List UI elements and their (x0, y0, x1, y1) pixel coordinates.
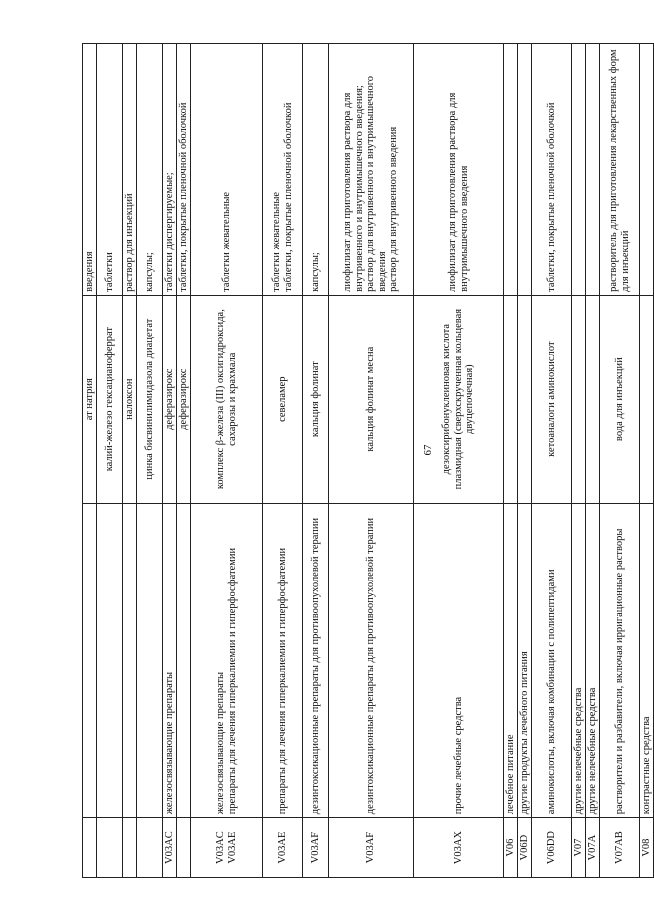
table-row (518, 44, 532, 878)
table-row (414, 44, 504, 878)
atc-code-cell: V03AE (263, 818, 303, 878)
active-ingredient-cell: деферазирокс (163, 295, 177, 503)
group-description-cell: дезинтоксикационные препараты для противоопухолевой терапии (329, 503, 414, 818)
group-description-cell (191, 503, 263, 818)
active-ingredient-cell: вода для инъекций (600, 295, 640, 503)
dosage-form-cell (586, 44, 600, 296)
drug-classification-table (82, 43, 654, 878)
active-ingredient-cell: калий-железо гексацианоферрат (97, 295, 123, 503)
table-row (586, 44, 600, 878)
atc-code-cell: V07A (586, 818, 600, 878)
atc-code-cell: V03AF (303, 818, 329, 878)
active-ingredient-cell: кальция фолинат месна (329, 295, 414, 503)
dosage-form-cell: таблетки диспергируемые; (163, 44, 177, 296)
active-ingredient-cell: кетоаналоги аминокислот (532, 295, 572, 503)
active-ingredient-cell: комплекс β-железа (III) оксигидроксида, сахарозы и крахмала (191, 295, 263, 503)
group-description-cell (177, 503, 191, 818)
atc-code-cell (123, 818, 137, 878)
atc-code-cell: V06D (518, 818, 532, 878)
group-description-cell: растворители и разбавители, включая ирригационные растворы (600, 503, 640, 818)
dosage-form-cell: таблетки (97, 44, 123, 296)
table-row (191, 44, 263, 878)
description-line: препараты для лечения гиперкалиемии и гиперфосфатемии (226, 547, 238, 815)
active-ingredient-cell (586, 295, 600, 503)
active-ingredient-cell: дезоксирибонуклеиновая кислота плазмидная (сверхскрученная кольцевая двуцепочечная) (414, 295, 504, 503)
group-description-cell: дезинтоксикационные препараты для противоопухолевой терапии (303, 503, 329, 818)
atc-code-cell: V07AB (600, 818, 640, 878)
active-ingredient-cell: ат натрия (83, 295, 97, 503)
group-description-cell: прочие лечебные средства (414, 503, 504, 818)
description-line: железосвязывающие препараты (215, 671, 226, 815)
dosage-form-cell: лиофилизат для приготовления раствора для внутримышечного введения (414, 44, 504, 296)
dosage-form-cell: растворитель для приготовления лекарственных форм для инъекций (600, 44, 640, 296)
dosage-form-cell: раствор для инъекций (123, 44, 137, 296)
active-ingredient-cell: цинка бисвинилимидазола диацетат (137, 295, 163, 503)
form-line: лиофилизат для приготовления раствора для внутривенного и внутримышечного введения; (342, 85, 365, 292)
atc-code-cell (97, 818, 123, 878)
table-row (504, 44, 518, 878)
form-line: раствор для внутривенного и внутримышечного введения (365, 75, 388, 292)
dosage-form-cell: капсулы; (137, 44, 163, 296)
table-row (83, 44, 97, 878)
active-ingredient-cell (518, 295, 532, 503)
atc-code-cell: V06 (504, 818, 518, 878)
form-line: таблетки, покрытые пленочной оболочкой (282, 102, 294, 292)
group-description-cell: лечебное питание (504, 503, 518, 818)
table-row (640, 44, 654, 878)
atc-code-cell: V03AC (163, 818, 177, 878)
table-row (137, 44, 163, 878)
atc-code-cell: V06DD (532, 818, 572, 878)
active-ingredient-cell (640, 295, 654, 503)
dosage-form-cell (504, 44, 518, 296)
active-ingredient-cell (572, 295, 586, 503)
active-ingredient-cell: кальция фолинат (303, 295, 329, 503)
dosage-form-cell: капсулы; (303, 44, 329, 296)
group-description-cell (97, 503, 123, 818)
dosage-form-cell: таблетки, покрытые пленочной оболочкой (532, 44, 572, 296)
active-ingredient-cell: деферазирокс (177, 295, 191, 503)
page-number: 67 (422, 444, 434, 456)
form-line: раствор для внутривенного введения (388, 126, 400, 292)
atc-code-cell: V07 (572, 818, 586, 878)
active-ingredient-cell: налоксон (123, 295, 137, 503)
group-description-cell: контрастные средства (640, 503, 654, 818)
group-description-cell (123, 503, 137, 818)
group-description-cell (137, 503, 163, 818)
active-ingredient-cell (504, 295, 518, 503)
dosage-form-cell (572, 44, 586, 296)
table-row (123, 44, 137, 878)
group-description-cell: железосвязывающие препараты (163, 503, 177, 818)
table-row (532, 44, 572, 878)
table-row (97, 44, 123, 878)
dosage-form-cell (329, 44, 414, 296)
active-ingredient-cell: севеламер (263, 295, 303, 503)
table-row (263, 44, 303, 878)
form-line: таблетки жевательные (271, 191, 282, 292)
table-row (600, 44, 640, 878)
table-row (572, 44, 586, 878)
table-row (177, 44, 191, 878)
atc-code-cell: V03AF (329, 818, 414, 878)
group-description-cell: препараты для лечения гиперкалиемии и гиперфосфатемии (263, 503, 303, 818)
dosage-form-cell: таблетки жевательные (191, 44, 263, 296)
dosage-form-cell (263, 44, 303, 296)
dosage-form-cell (640, 44, 654, 296)
dosage-form-cell (518, 44, 532, 296)
group-description-cell (83, 503, 97, 818)
table-row (303, 44, 329, 878)
table-row (163, 44, 177, 878)
dosage-form-cell: таблетки, покрытые пленочной оболочкой (177, 44, 191, 296)
atc-code-cell (177, 818, 191, 878)
dosage-form-cell: введения (83, 44, 97, 296)
atc-code-cell (137, 818, 163, 878)
rotated-page (82, 43, 652, 878)
atc-code-cell (83, 818, 97, 878)
atc-code-cell: V03AC V03AE (191, 818, 263, 878)
group-description-cell: другие нелечебные средства (572, 503, 586, 818)
table-row (329, 44, 414, 878)
atc-code-cell: V03AX (414, 818, 504, 878)
atc-code-cell: V08 (640, 818, 654, 878)
group-description-cell: аминокислоты, включая комбинации с полипептидами (532, 503, 572, 818)
group-description-cell: другие продукты лечебного питания (518, 503, 532, 818)
group-description-cell: другие нелечебные средства (586, 503, 600, 818)
